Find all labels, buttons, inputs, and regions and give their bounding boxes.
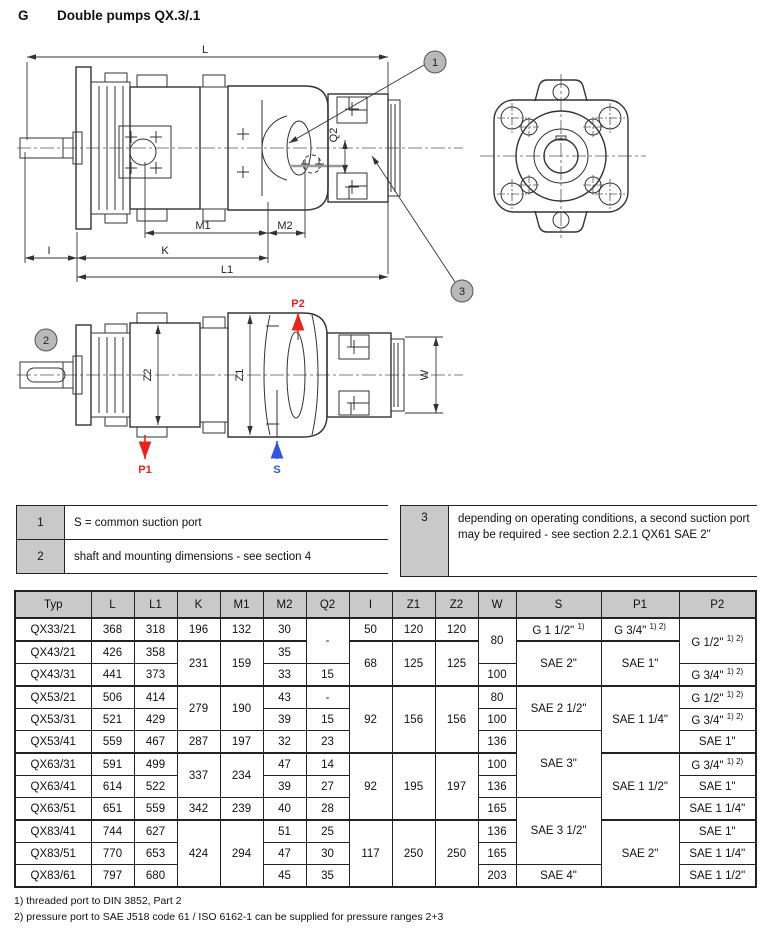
table-cell: SAE 1 1/4" <box>679 843 756 865</box>
dim-label-k: K <box>161 245 169 257</box>
callout-1-number: 1 <box>431 57 439 69</box>
table-cell: 25 <box>306 820 349 843</box>
column-header: Q2 <box>306 591 349 618</box>
table-header <box>15 591 756 618</box>
table-cell: 250 <box>435 820 478 887</box>
table-cell: 373 <box>134 664 177 687</box>
dim-label-z1: Z1 <box>234 368 246 382</box>
table-row <box>15 618 756 641</box>
table-cell: SAE 3 1/2" <box>516 798 601 865</box>
table-cell: 68 <box>349 641 392 686</box>
column-header: M1 <box>220 591 263 618</box>
column-header: W <box>478 591 516 618</box>
table-cell: QX63/31 <box>15 753 91 776</box>
table-cell: QX53/41 <box>15 731 91 754</box>
table-cell: 294 <box>220 820 263 887</box>
table-cell: QX43/31 <box>15 664 91 687</box>
footnotes <box>14 893 443 926</box>
table-cell: 231 <box>177 641 220 686</box>
table-cell: 136 <box>478 776 516 798</box>
table-cell: SAE 2" <box>516 641 601 686</box>
table-cell: QX83/51 <box>15 843 91 865</box>
table-row <box>15 820 756 843</box>
table-cell: 287 <box>177 731 220 754</box>
table-cell: 521 <box>91 709 134 731</box>
table-cell: 197 <box>435 753 478 820</box>
dim-label-l1: L1 <box>220 264 234 276</box>
section-letter: G <box>18 8 29 23</box>
table-cell: 51 <box>263 820 306 843</box>
column-header: Typ <box>15 591 91 618</box>
table-cell: 80 <box>478 618 516 664</box>
table-cell: 499 <box>134 753 177 776</box>
dim-label-q2: Q2 <box>328 127 340 143</box>
dim-l1 <box>77 264 388 277</box>
footnote-2: 2) pressure port to SAE J518 code 61 / ISO 6162-1 can be supplied for pressure ranges 2+3 <box>14 911 444 924</box>
table-cell: 653 <box>134 843 177 865</box>
table-cell: 45 <box>263 865 306 888</box>
table-cell: 132 <box>220 618 263 641</box>
callout-legend-right <box>400 505 757 577</box>
table-cell: QX63/41 <box>15 776 91 798</box>
table-cell: 744 <box>91 820 134 843</box>
column-header: Z1 <box>392 591 435 618</box>
table-cell: SAE 2 1/2" <box>516 686 601 731</box>
note-2-text: shaft and mounting dimensions - see section 4 <box>74 550 312 563</box>
port-label-p1: P1 <box>138 464 152 476</box>
table-row <box>15 641 756 664</box>
table-cell: 441 <box>91 664 134 687</box>
table-cell: SAE 2" <box>601 820 679 887</box>
table-cell: 100 <box>478 753 516 776</box>
table-cell: 197 <box>220 731 263 754</box>
column-header: L1 <box>134 591 177 618</box>
table-cell: 424 <box>177 820 220 887</box>
port-label-s: S <box>273 464 281 476</box>
table-cell: 195 <box>392 753 435 820</box>
page-title: Double pumps QX.3/.1 <box>57 8 201 23</box>
pressure-port-p2 <box>291 298 304 335</box>
table-cell: 27 <box>306 776 349 798</box>
table-cell: 426 <box>91 641 134 664</box>
table-cell: SAE 1" <box>679 731 756 754</box>
table-cell: QX83/61 <box>15 865 91 888</box>
dim-l <box>27 44 388 274</box>
note-row-3 <box>400 505 757 577</box>
note-row-2 <box>16 539 388 574</box>
table-row <box>15 686 756 709</box>
table-cell: 92 <box>349 686 392 753</box>
table-cell: G 1 1/2" $^{1)}$ <box>516 618 601 641</box>
table-cell: SAE 1" <box>679 820 756 843</box>
table-cell: 50 <box>349 618 392 641</box>
table-cell: 337 <box>177 753 220 798</box>
table-cell: 92 <box>349 753 392 820</box>
table-cell: SAE 4" <box>516 865 601 888</box>
table-cell: 47 <box>263 753 306 776</box>
table-cell: SAE 1 1/2" <box>679 865 756 888</box>
table-cell: 614 <box>91 776 134 798</box>
table-cell: SAE 1" <box>601 641 679 686</box>
table-cell: QX53/21 <box>15 686 91 709</box>
column-header: M2 <box>263 591 306 618</box>
footnote-1: 1) threaded port to DIN 3852, Part 2 <box>14 895 182 907</box>
port-label-p2: P2 <box>291 298 305 310</box>
table-cell: G 3/4" $^{1) 2)}$ <box>679 753 756 776</box>
table-cell: G 3/4" $^{1) 2)}$ <box>679 664 756 687</box>
table-cell: 120 <box>392 618 435 641</box>
column-header: S <box>516 591 601 618</box>
table-cell: 203 <box>478 865 516 888</box>
table-cell: 770 <box>91 843 134 865</box>
pump-side-view-bottom <box>15 295 475 485</box>
table-cell: 279 <box>177 686 220 731</box>
table-cell: 100 <box>478 709 516 731</box>
table-cell: 120 <box>435 618 478 641</box>
table-cell: 318 <box>134 618 177 641</box>
note-row-1 <box>16 505 388 539</box>
table-cell: SAE 1 1/4" <box>679 798 756 821</box>
table-cell: 32 <box>263 731 306 754</box>
dim-label-m2: M2 <box>277 220 293 232</box>
table-cell: 429 <box>134 709 177 731</box>
suction-port-s <box>273 441 280 476</box>
table-cell: 414 <box>134 686 177 709</box>
table-cell: 651 <box>91 798 134 821</box>
table-cell: - <box>306 686 349 709</box>
table-cell: 136 <box>478 731 516 754</box>
table-cell: 40 <box>263 798 306 821</box>
note-1-text: S = common suction port <box>74 516 202 529</box>
callout-3-number: 3 <box>458 286 466 298</box>
table-cell: 591 <box>91 753 134 776</box>
table-cell: 80 <box>478 686 516 709</box>
table-cell: 165 <box>478 798 516 821</box>
table-cell: G 3/4" $^{1) 2)}$ <box>679 709 756 731</box>
table-cell: 136 <box>478 820 516 843</box>
table-cell: 117 <box>349 820 392 887</box>
table-cell: 627 <box>134 820 177 843</box>
note-3-number: 3 <box>400 506 449 576</box>
column-header: I <box>349 591 392 618</box>
table-cell: 797 <box>91 865 134 888</box>
table-cell: 125 <box>435 641 478 686</box>
column-header: P2 <box>679 591 756 618</box>
table-cell: 156 <box>435 686 478 753</box>
table-cell: 506 <box>91 686 134 709</box>
table-cell: QX53/31 <box>15 709 91 731</box>
table-cell: 159 <box>220 641 263 686</box>
table-cell: 239 <box>220 798 263 821</box>
dim-label-i: I <box>47 245 51 257</box>
column-header: Z2 <box>435 591 478 618</box>
note-1-number: 1 <box>16 506 65 539</box>
flange-end-view <box>478 72 648 240</box>
table-cell: 14 <box>306 753 349 776</box>
callout-3 <box>372 156 473 302</box>
table-cell: SAE 3" <box>516 731 601 798</box>
header-row <box>15 591 756 618</box>
table-cell: 43 <box>263 686 306 709</box>
table-cell: 39 <box>263 776 306 798</box>
table-cell: G 1/2" $^{1) 2)}$ <box>679 686 756 709</box>
table-cell: 234 <box>220 753 263 798</box>
table-cell: 30 <box>263 618 306 641</box>
note-3-text: depending on operating conditions, a second suction port may be required - see section 2.2.1 QX61 SAE 2" <box>458 513 750 542</box>
table-cell: 368 <box>91 618 134 641</box>
dim-label-w: W <box>419 369 431 381</box>
table-cell: 559 <box>91 731 134 754</box>
table-cell: 47 <box>263 843 306 865</box>
table-cell: 15 <box>306 709 349 731</box>
table-cell: 165 <box>478 843 516 865</box>
table-cell: SAE 1 1/4" <box>601 686 679 753</box>
column-header: L <box>91 591 134 618</box>
table-cell: QX83/41 <box>15 820 91 843</box>
callout-legend-left <box>16 505 388 574</box>
table-cell: 15 <box>306 664 349 687</box>
column-header: P1 <box>601 591 679 618</box>
pump-side-view-top <box>15 42 475 298</box>
pressure-port-p1 <box>138 435 151 476</box>
table-cell: 30 <box>306 843 349 865</box>
table-cell: QX43/21 <box>15 641 91 664</box>
table-cell: 190 <box>220 686 263 731</box>
dim-label-z2: Z2 <box>142 368 154 382</box>
table-cell: 358 <box>134 641 177 664</box>
table-cell: 522 <box>134 776 177 798</box>
note-2-number: 2 <box>16 540 65 573</box>
table-cell: SAE 1" <box>679 776 756 798</box>
dim-label-m1: M1 <box>195 220 211 232</box>
table-cell: SAE 1 1/2" <box>601 753 679 820</box>
table-cell: G 1/2" $^{1) 2)}$ <box>679 618 756 664</box>
table-cell: 35 <box>263 641 306 664</box>
table-cell: 100 <box>478 664 516 687</box>
table-cell: 680 <box>134 865 177 888</box>
table-cell: QX63/51 <box>15 798 91 821</box>
table-row <box>15 753 756 776</box>
table-cell: 559 <box>134 798 177 821</box>
table-body <box>15 618 756 887</box>
dim-label-l: L <box>201 44 209 56</box>
table-cell: 467 <box>134 731 177 754</box>
table-cell: QX33/21 <box>15 618 91 641</box>
table-cell: 28 <box>306 798 349 821</box>
table-cell: G 3/4" $^{1) 2)}$ <box>601 618 679 641</box>
table-cell: - <box>306 618 349 664</box>
table-cell: 250 <box>392 820 435 887</box>
dimensions-table <box>14 590 757 888</box>
dim-i-k <box>25 152 268 282</box>
table-cell: 342 <box>177 798 220 821</box>
table-cell: 196 <box>177 618 220 641</box>
table-cell: 156 <box>392 686 435 753</box>
table-cell: 39 <box>263 709 306 731</box>
table-cell: 35 <box>306 865 349 888</box>
column-header: K <box>177 591 220 618</box>
callout-2-number: 2 <box>42 335 50 347</box>
callout-2 <box>35 329 57 351</box>
table-cell: 33 <box>263 664 306 687</box>
table-cell: 23 <box>306 731 349 754</box>
table-cell: 125 <box>392 641 435 686</box>
